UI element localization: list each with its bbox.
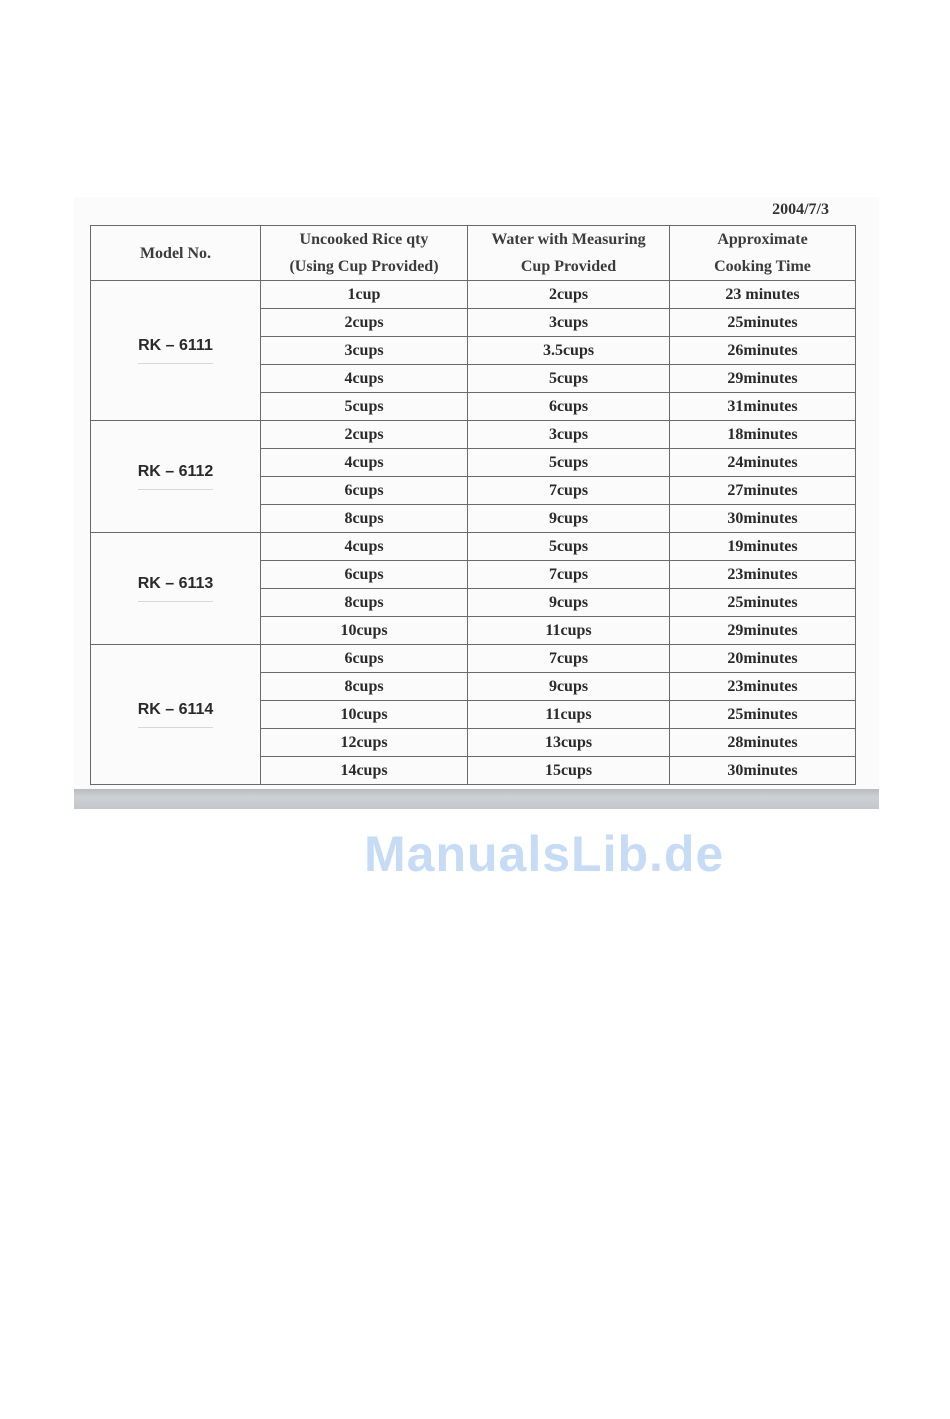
time-cell: 25minutes <box>670 309 856 337</box>
rice-cell: 1cup <box>261 281 468 309</box>
water-cell: 11cups <box>468 701 670 729</box>
header-time: Approximate Cooking Time <box>670 226 856 281</box>
time-cell: 25minutes <box>670 589 856 617</box>
rice-cell: 6cups <box>261 561 468 589</box>
rice-cell: 8cups <box>261 673 468 701</box>
table-body <box>91 281 856 785</box>
water-cell: 2cups <box>468 281 670 309</box>
cooking-table <box>90 225 856 785</box>
water-cell: 3cups <box>468 421 670 449</box>
rice-cell: 8cups <box>261 589 468 617</box>
water-cell: 13cups <box>468 729 670 757</box>
header-rice: Uncooked Rice qty (Using Cup Provided) <box>261 226 468 281</box>
water-cell: 6cups <box>468 393 670 421</box>
water-cell: 9cups <box>468 505 670 533</box>
water-cell: 15cups <box>468 757 670 785</box>
time-cell: 29minutes <box>670 617 856 645</box>
time-cell: 20minutes <box>670 645 856 673</box>
rice-cell: 8cups <box>261 505 468 533</box>
time-cell: 30minutes <box>670 505 856 533</box>
table-header-row <box>91 226 856 281</box>
model-label: RK – 6113 <box>138 575 214 602</box>
table-row <box>91 645 856 673</box>
table-row <box>91 421 856 449</box>
scanned-document <box>74 197 879 882</box>
model-cell <box>91 645 261 785</box>
header-model: Model No. <box>91 226 261 281</box>
water-cell: 9cups <box>468 589 670 617</box>
document-date: 2004/7/3 <box>772 201 829 218</box>
rice-cell: 14cups <box>261 757 468 785</box>
time-cell: 25minutes <box>670 701 856 729</box>
rice-cell: 3cups <box>261 337 468 365</box>
water-cell: 7cups <box>468 561 670 589</box>
model-label: RK – 6111 <box>138 337 213 364</box>
scan-edge <box>74 789 879 809</box>
rice-cell: 4cups <box>261 533 468 561</box>
table-row <box>91 281 856 309</box>
rice-cell: 5cups <box>261 393 468 421</box>
time-cell: 29minutes <box>670 365 856 393</box>
rice-cell: 6cups <box>261 477 468 505</box>
time-cell: 31minutes <box>670 393 856 421</box>
time-cell: 27minutes <box>670 477 856 505</box>
model-cell <box>91 533 261 645</box>
time-cell: 26minutes <box>670 337 856 365</box>
rice-cell: 12cups <box>261 729 468 757</box>
time-cell: 28minutes <box>670 729 856 757</box>
water-cell: 9cups <box>468 673 670 701</box>
water-cell: 7cups <box>468 645 670 673</box>
rice-cell: 2cups <box>261 421 468 449</box>
model-label: RK – 6114 <box>138 701 214 728</box>
time-cell: 23minutes <box>670 561 856 589</box>
rice-cell: 2cups <box>261 309 468 337</box>
time-cell: 18minutes <box>670 421 856 449</box>
water-cell: 5cups <box>468 365 670 393</box>
water-cell: 5cups <box>468 533 670 561</box>
time-cell: 24minutes <box>670 449 856 477</box>
time-cell: 19minutes <box>670 533 856 561</box>
time-cell: 23 minutes <box>670 281 856 309</box>
model-cell <box>91 281 261 421</box>
rice-cell: 4cups <box>261 449 468 477</box>
water-cell: 7cups <box>468 477 670 505</box>
water-cell: 3cups <box>468 309 670 337</box>
header-water: Water with Measuring Cup Provided <box>468 226 670 281</box>
table-row <box>91 533 856 561</box>
rice-cell: 4cups <box>261 365 468 393</box>
rice-cell: 6cups <box>261 645 468 673</box>
watermark: ManualsLib.de <box>364 826 725 882</box>
time-cell: 23minutes <box>670 673 856 701</box>
rice-cell: 10cups <box>261 617 468 645</box>
rice-cell: 10cups <box>261 701 468 729</box>
model-cell <box>91 421 261 533</box>
model-label: RK – 6112 <box>138 463 214 490</box>
water-cell: 5cups <box>468 449 670 477</box>
water-cell: 11cups <box>468 617 670 645</box>
water-cell: 3.5cups <box>468 337 670 365</box>
time-cell: 30minutes <box>670 757 856 785</box>
